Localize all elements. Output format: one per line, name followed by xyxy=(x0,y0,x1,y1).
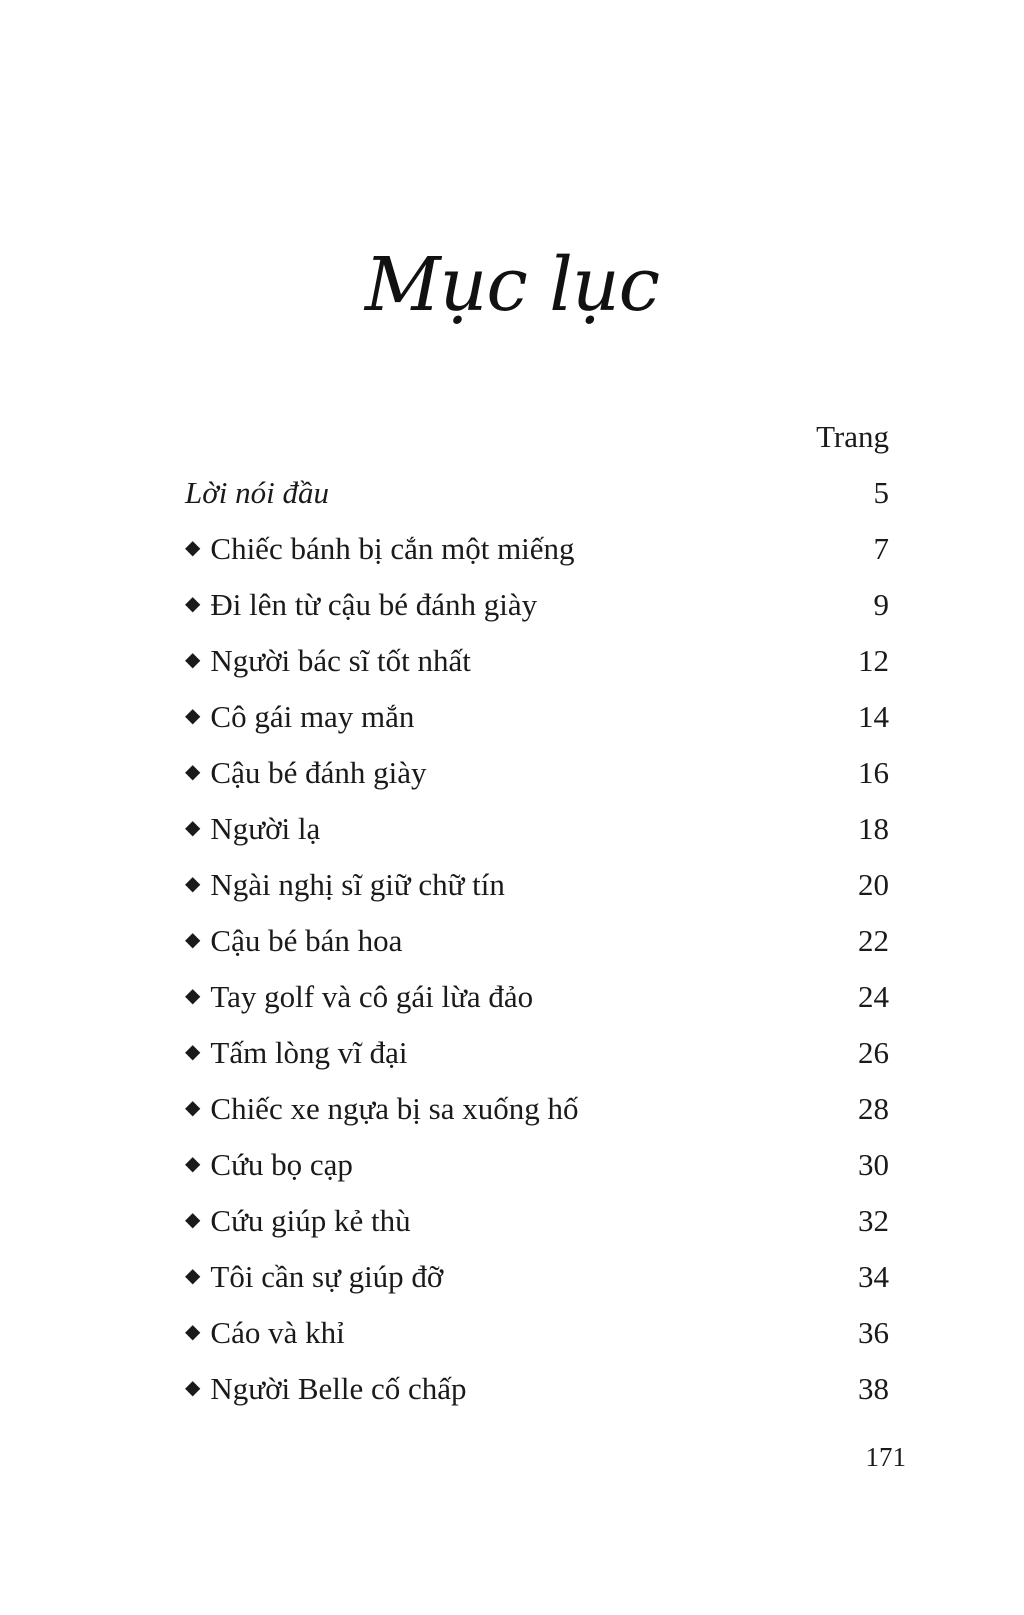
diamond-bullet-icon: ◆ xyxy=(185,537,201,559)
toc-row xyxy=(185,1304,889,1360)
toc-entry-list xyxy=(185,520,889,1416)
toc-entry-title-wrap xyxy=(185,1146,353,1182)
diamond-bullet-icon: ◆ xyxy=(185,761,201,783)
toc-row xyxy=(185,576,889,632)
page-title: Mục lục xyxy=(364,242,660,328)
toc-entry-title-wrap xyxy=(185,754,427,790)
toc-entry-title-wrap xyxy=(185,810,321,846)
toc-entry-page: 14 xyxy=(858,698,889,734)
toc-entry-page: 32 xyxy=(858,1202,889,1238)
toc-entry-page: 9 xyxy=(873,586,889,622)
toc-entry-title: Đi lên từ cậu bé đánh giày xyxy=(210,586,538,622)
diamond-bullet-icon: ◆ xyxy=(185,1265,201,1287)
toc-row xyxy=(185,632,889,688)
toc-entry-page: 28 xyxy=(858,1090,889,1126)
toc-entry-page: 7 xyxy=(873,530,889,566)
toc-entry-title: Người lạ xyxy=(210,810,321,846)
toc-entry-title: Cứu giúp kẻ thù xyxy=(210,1202,411,1238)
diamond-bullet-icon: ◆ xyxy=(185,1377,201,1399)
toc-entry-title-wrap xyxy=(185,866,505,902)
table-of-contents xyxy=(185,410,889,1416)
toc-entry-title: Lời nói đầu xyxy=(185,474,330,510)
toc-row xyxy=(185,968,889,1024)
diamond-bullet-icon: ◆ xyxy=(185,1041,201,1063)
toc-row xyxy=(185,744,889,800)
toc-entry-title-wrap xyxy=(185,1370,467,1406)
toc-entry-title-wrap xyxy=(185,1202,411,1238)
toc-entry-title-wrap xyxy=(185,586,538,622)
toc-row xyxy=(185,856,889,912)
toc-entry-page: 16 xyxy=(858,754,889,790)
toc-row xyxy=(185,1080,889,1136)
toc-row-preface xyxy=(185,464,889,520)
toc-entry-title-wrap xyxy=(185,1258,444,1294)
toc-entry-page: 12 xyxy=(858,642,889,678)
toc-entry-page: 38 xyxy=(858,1370,889,1406)
toc-entry-title: Tấm lòng vĩ đại xyxy=(210,1034,408,1070)
toc-entry-title: Tay golf và cô gái lừa đảo xyxy=(210,978,534,1014)
toc-entry-page: 22 xyxy=(858,922,889,958)
toc-entry-title-wrap xyxy=(185,642,471,678)
toc-row xyxy=(185,688,889,744)
toc-header xyxy=(185,410,889,464)
toc-entry-page: 5 xyxy=(873,474,889,510)
toc-entry-title: Cáo và khỉ xyxy=(210,1314,345,1350)
toc-entry-title: Cứu bọ cạp xyxy=(210,1146,353,1182)
toc-row xyxy=(185,912,889,968)
diamond-bullet-icon: ◆ xyxy=(185,929,201,951)
toc-entry-title: Người bác sĩ tốt nhất xyxy=(210,642,471,678)
toc-entry-page: 24 xyxy=(858,978,889,1014)
toc-entry-title: Ngài nghị sĩ giữ chữ tín xyxy=(210,866,505,902)
toc-entry-title-wrap xyxy=(185,1034,408,1070)
toc-row xyxy=(185,1360,889,1416)
toc-entry-page: 20 xyxy=(858,866,889,902)
page-number: 171 xyxy=(865,1442,906,1472)
toc-row xyxy=(185,1024,889,1080)
toc-entry-page: 30 xyxy=(858,1146,889,1182)
toc-entry-title-wrap xyxy=(185,1090,579,1126)
toc-entry-title: Cậu bé bán hoa xyxy=(210,922,403,958)
toc-entry-title-wrap xyxy=(185,530,575,566)
toc-entry-title: Tôi cần sự giúp đỡ xyxy=(210,1258,444,1294)
diamond-bullet-icon: ◆ xyxy=(185,593,201,615)
toc-entry-page: 34 xyxy=(858,1258,889,1294)
toc-entry-title-wrap xyxy=(185,698,415,734)
diamond-bullet-icon: ◆ xyxy=(185,873,201,895)
toc-row xyxy=(185,800,889,856)
diamond-bullet-icon: ◆ xyxy=(185,649,201,671)
diamond-bullet-icon: ◆ xyxy=(185,1209,201,1231)
toc-entry-page: 36 xyxy=(858,1314,889,1350)
toc-entry-title: Cậu bé đánh giày xyxy=(210,754,427,790)
toc-row xyxy=(185,520,889,576)
diamond-bullet-icon: ◆ xyxy=(185,817,201,839)
diamond-bullet-icon: ◆ xyxy=(185,985,201,1007)
toc-entry-page: 18 xyxy=(858,810,889,846)
page-column-label: Trang xyxy=(816,419,889,454)
toc-entry-title-wrap xyxy=(185,1314,345,1350)
toc-entry-title: Cô gái may mắn xyxy=(210,698,415,734)
diamond-bullet-icon: ◆ xyxy=(185,705,201,727)
toc-entry-title: Chiếc bánh bị cắn một miếng xyxy=(210,530,575,566)
diamond-bullet-icon: ◆ xyxy=(185,1153,201,1175)
diamond-bullet-icon: ◆ xyxy=(185,1097,201,1119)
diamond-bullet-icon: ◆ xyxy=(185,1321,201,1343)
toc-entry-title-wrap xyxy=(185,922,403,958)
toc-row xyxy=(185,1136,889,1192)
toc-entry-title: Chiếc xe ngựa bị sa xuống hố xyxy=(210,1090,579,1126)
toc-row xyxy=(185,1248,889,1304)
toc-entry-title: Người Belle cố chấp xyxy=(210,1370,467,1406)
toc-entry-page: 26 xyxy=(858,1034,889,1070)
toc-row xyxy=(185,1192,889,1248)
toc-entry-title-wrap xyxy=(185,978,534,1014)
